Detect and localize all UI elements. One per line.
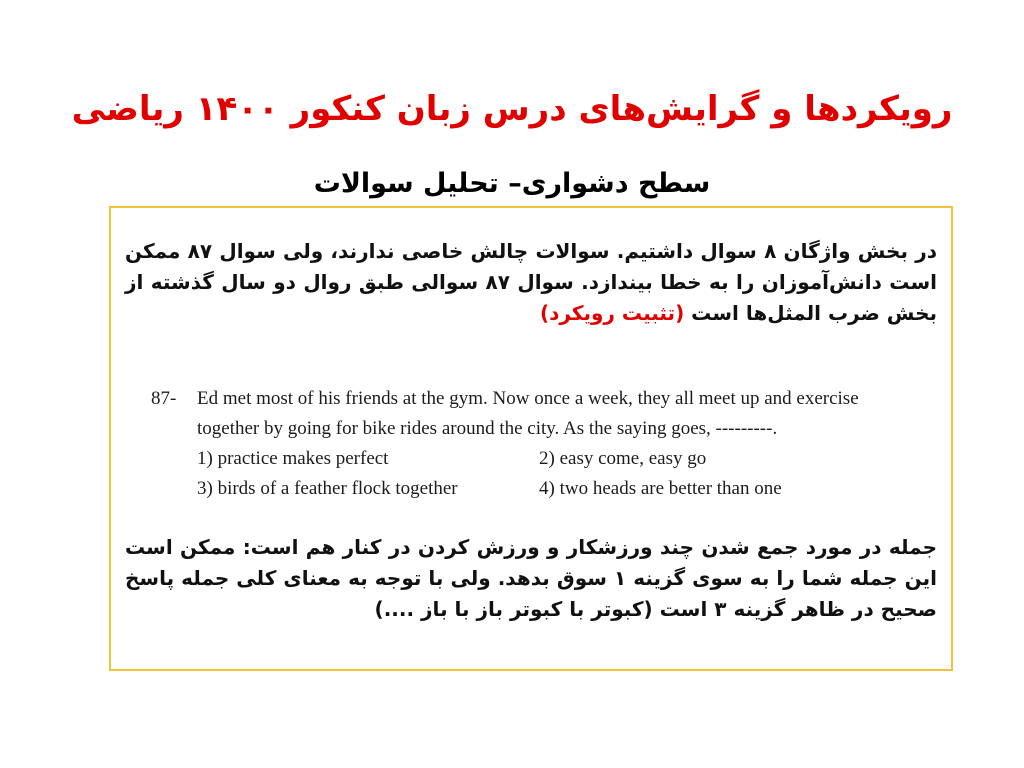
- option-2: 2) easy come, easy go: [539, 448, 707, 469]
- slide-subtitle: سطح دشواری– تحلیل سوالات: [313, 168, 711, 200]
- content-box: [109, 206, 953, 671]
- question-stem-2: together by going for bike rides around the city. As the saying goes, ---------.: [197, 418, 778, 439]
- options-row-2: [151, 474, 911, 504]
- question-line-1: [151, 384, 911, 414]
- slide-title: رویکردها و گرایش‌های درس زبان کنکور ۱۴۰۰ ریاضی: [71, 88, 953, 129]
- intro-paragraph: [125, 236, 937, 329]
- option-1: 1) practice makes perfect: [197, 448, 389, 469]
- options-row-1: [151, 444, 911, 474]
- option-4: 4) two heads are better than one: [539, 478, 782, 499]
- intro-text: در بخش واژگان ۸ سوال داشتیم. سوالات چالش خاصی ندارند، ولی سوال ۸۷ ممکن است دانش‌آموزان را به خطا بیندازد. سوال ۸۷ سوالی طبق روال دو سال گذشته از بخش ضرب المثل‌ها است: [125, 239, 938, 325]
- question-stem-1: Ed met most of his friends at the gym. Now once a week, they all meet up and exercise: [197, 388, 859, 409]
- question-line-2: [151, 414, 911, 444]
- question-number: 87-: [151, 388, 177, 409]
- question-block: [151, 384, 911, 504]
- option-3: 3) birds of a feather flock together: [197, 478, 458, 499]
- approach-highlight: (تثبیت رویکرد): [540, 301, 685, 325]
- explanation-paragraph: جمله در مورد جمع شدن چند ورزشکار و ورزش کردن در کنار هم است: ممکن است این جمله شما را به سوی گزینه ۱ سوق بدهد. ولی با توجه به معنای کلی جمله پاسخ صحیح در ظاهر گزینه ۳ است (کبوتر با کبوتر باز با باز ....): [125, 535, 937, 621]
